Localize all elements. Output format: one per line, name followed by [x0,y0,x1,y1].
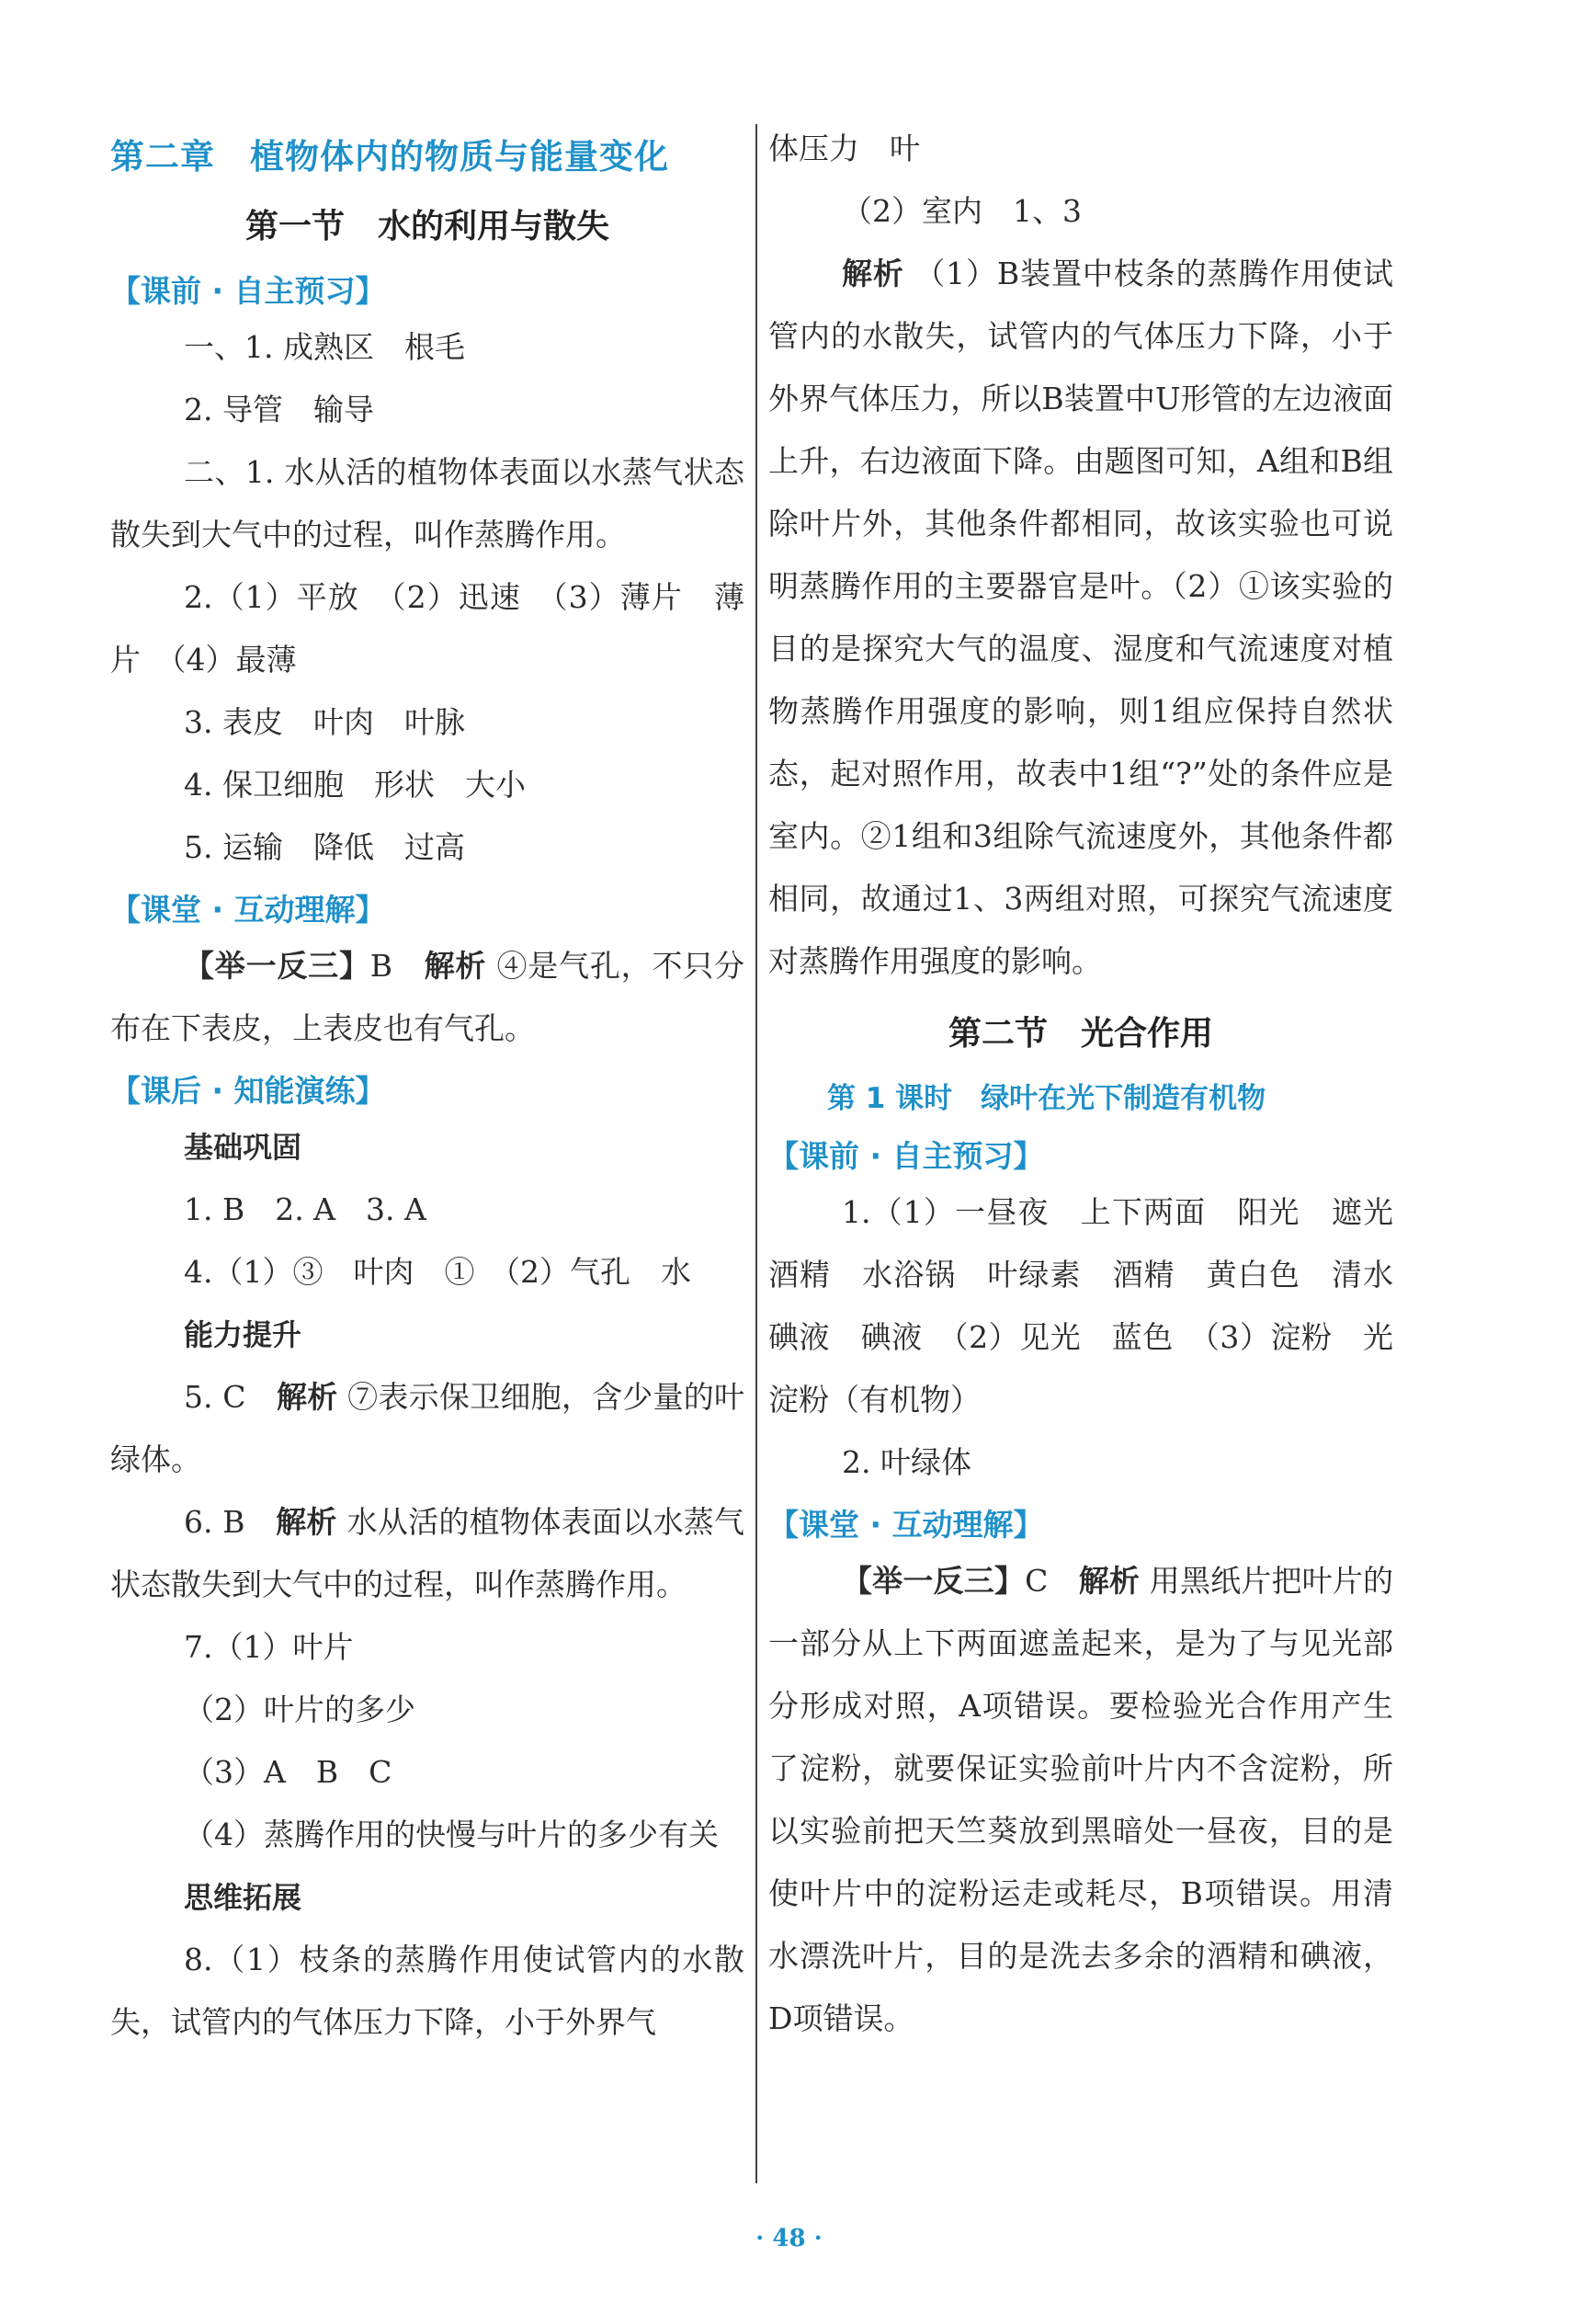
answer-paragraph [110,1366,744,1491]
answer-line: 二、1. 水从活的植物体表面以水蒸气状态散失到大气中的过程，叫作蒸腾作用。 [110,454,744,553]
subheading-basic: 基础巩固 [184,1130,302,1165]
analysis-label: 解析 [424,948,487,984]
answer-line: 一、1. 成熟区 根毛 [184,329,465,365]
heading-in-class: 【课堂 · 互动理解】 [110,892,386,928]
answer-line: 7.（1）叶片 [184,1629,354,1665]
answer-line: （4）蒸腾作用的快慢与叶片的多少有关 [184,1817,719,1852]
section-title: 第二节 光合作用 [948,1015,1213,1053]
example-label: 【举一反三】 [842,1563,1026,1599]
answer-line: 3. 表皮 叶肉 叶脉 [184,704,465,740]
analysis-label: 解析 [276,1379,338,1415]
answer-line: 2. 叶绿体 [842,1444,971,1480]
answer-head: 6. B [184,1504,245,1540]
section-title: 第一节 水的利用与散失 [244,208,609,245]
column-divider [755,124,757,2183]
lesson-title: 第 1 课时 绿叶在光下制造有机物 [827,1082,1266,1115]
answer-line: 体压力 叶 [768,131,920,166]
answer-paragraph [768,243,1393,993]
right-column [768,118,1424,2050]
example-label: 【举一反三】 [184,948,370,984]
heading-after-class: 【课后 · 知能演练】 [110,1073,386,1109]
answer-line: （2）叶片的多少 [184,1692,415,1727]
answer-head: 5. C [184,1379,246,1415]
analysis-text: ④是气孔，不只分布在下表皮，上表皮也有气孔。 [110,948,745,1046]
answer-line: 1. B 2. A 3. A [184,1191,426,1227]
analysis-label: 解析 [1078,1563,1141,1599]
answer-choice: B [369,948,393,984]
answer-line: 1.（1）一昼夜 上下两面 阳光 遮光 酒精 水浴锅 叶绿素 酒精 黄白色 清水 碘液 碘液 （2）见光 蓝色 （3）淀粉 光 淀粉（有机物） [768,1194,1424,1418]
heading-pre-class: 【课前 · 自主预习】 [768,1138,1044,1174]
heading-pre-class: 【课前 · 自主预习】 [110,273,386,309]
answer-paragraph [110,935,744,1060]
page-number: · 48 · [755,2225,823,2252]
left-column [110,110,744,2054]
answer-line: （2）室内 1、3 [842,193,1082,229]
analysis-text: （1）B装置中枝条的蒸腾作用使试管内的水散失，试管内的气体压力下降，小于外界气体压力，所以B装置中U形管的左边液面上升，右边液面下降。由题图可知，A组和B组除叶片外，其他条件都相同，故该实验也可说明蒸腾作用的主要器官是叶。（2）①该实验的目的是探究大气的温度、湿度和气流速度对植物蒸腾作用强度的影响，则1组应保持自然状态，起对照作用，故表中1组“?”处的条件应是室内。②1组和3组除气流速度外，其他条件都相同，故通过1、3两组对照，可探究气流速度对蒸腾作用强度的影响。 [768,256,1394,979]
analysis-text: 水从活的植物体表面以水蒸气状态散失到大气中的过程，叫作蒸腾作用。 [110,1504,745,1602]
subheading-thinking: 思维拓展 [184,1880,302,1915]
answer-line: 4. 保卫细胞 形状 大小 [184,767,526,803]
answer-line: 5. 运输 降低 过高 [184,829,465,865]
answer-line: 8.（1）枝条的蒸腾作用使试管内的水散失，试管内的气体压力下降，小于外界气 [110,1942,744,2040]
heading-in-class: 【课堂 · 互动理解】 [768,1507,1044,1543]
subheading-ability: 能力提升 [184,1317,302,1352]
answer-line: 2. 导管 输导 [184,392,374,427]
answer-choice: C [1025,1563,1049,1599]
answer-line: 2.（1）平放 （2）迅速 （3）薄片 薄片 （4）最薄 [110,579,744,678]
analysis-text: 用黑纸片把叶片的一部分从上下两面遮盖起来，是为了与见光部分形成对照，A项错误。要检验光合作用产生了淀粉，就要保证实验前叶片内不含淀粉，所以实验前把天竺葵放到黑暗处一昼夜，目的是使叶片中的淀粉运走或耗尽，B项错误。用清水漂洗叶片，目的是洗去多余的酒精和碘液，D项错误。 [768,1563,1394,2036]
answer-paragraph [768,1550,1393,2050]
analysis-label: 解析 [276,1504,337,1540]
answer-paragraph [110,1491,744,1616]
chapter-title: 第二章 植物体内的物质与能量变化 [110,137,669,177]
analysis-label: 解析 [842,256,904,291]
answer-line: 4.（1）③ 叶肉 ① （2）气孔 水 [184,1254,691,1290]
analysis-text: ⑦表示保卫细胞，含少量的叶绿体。 [110,1379,745,1477]
answer-line: （3）A B C [184,1754,392,1790]
